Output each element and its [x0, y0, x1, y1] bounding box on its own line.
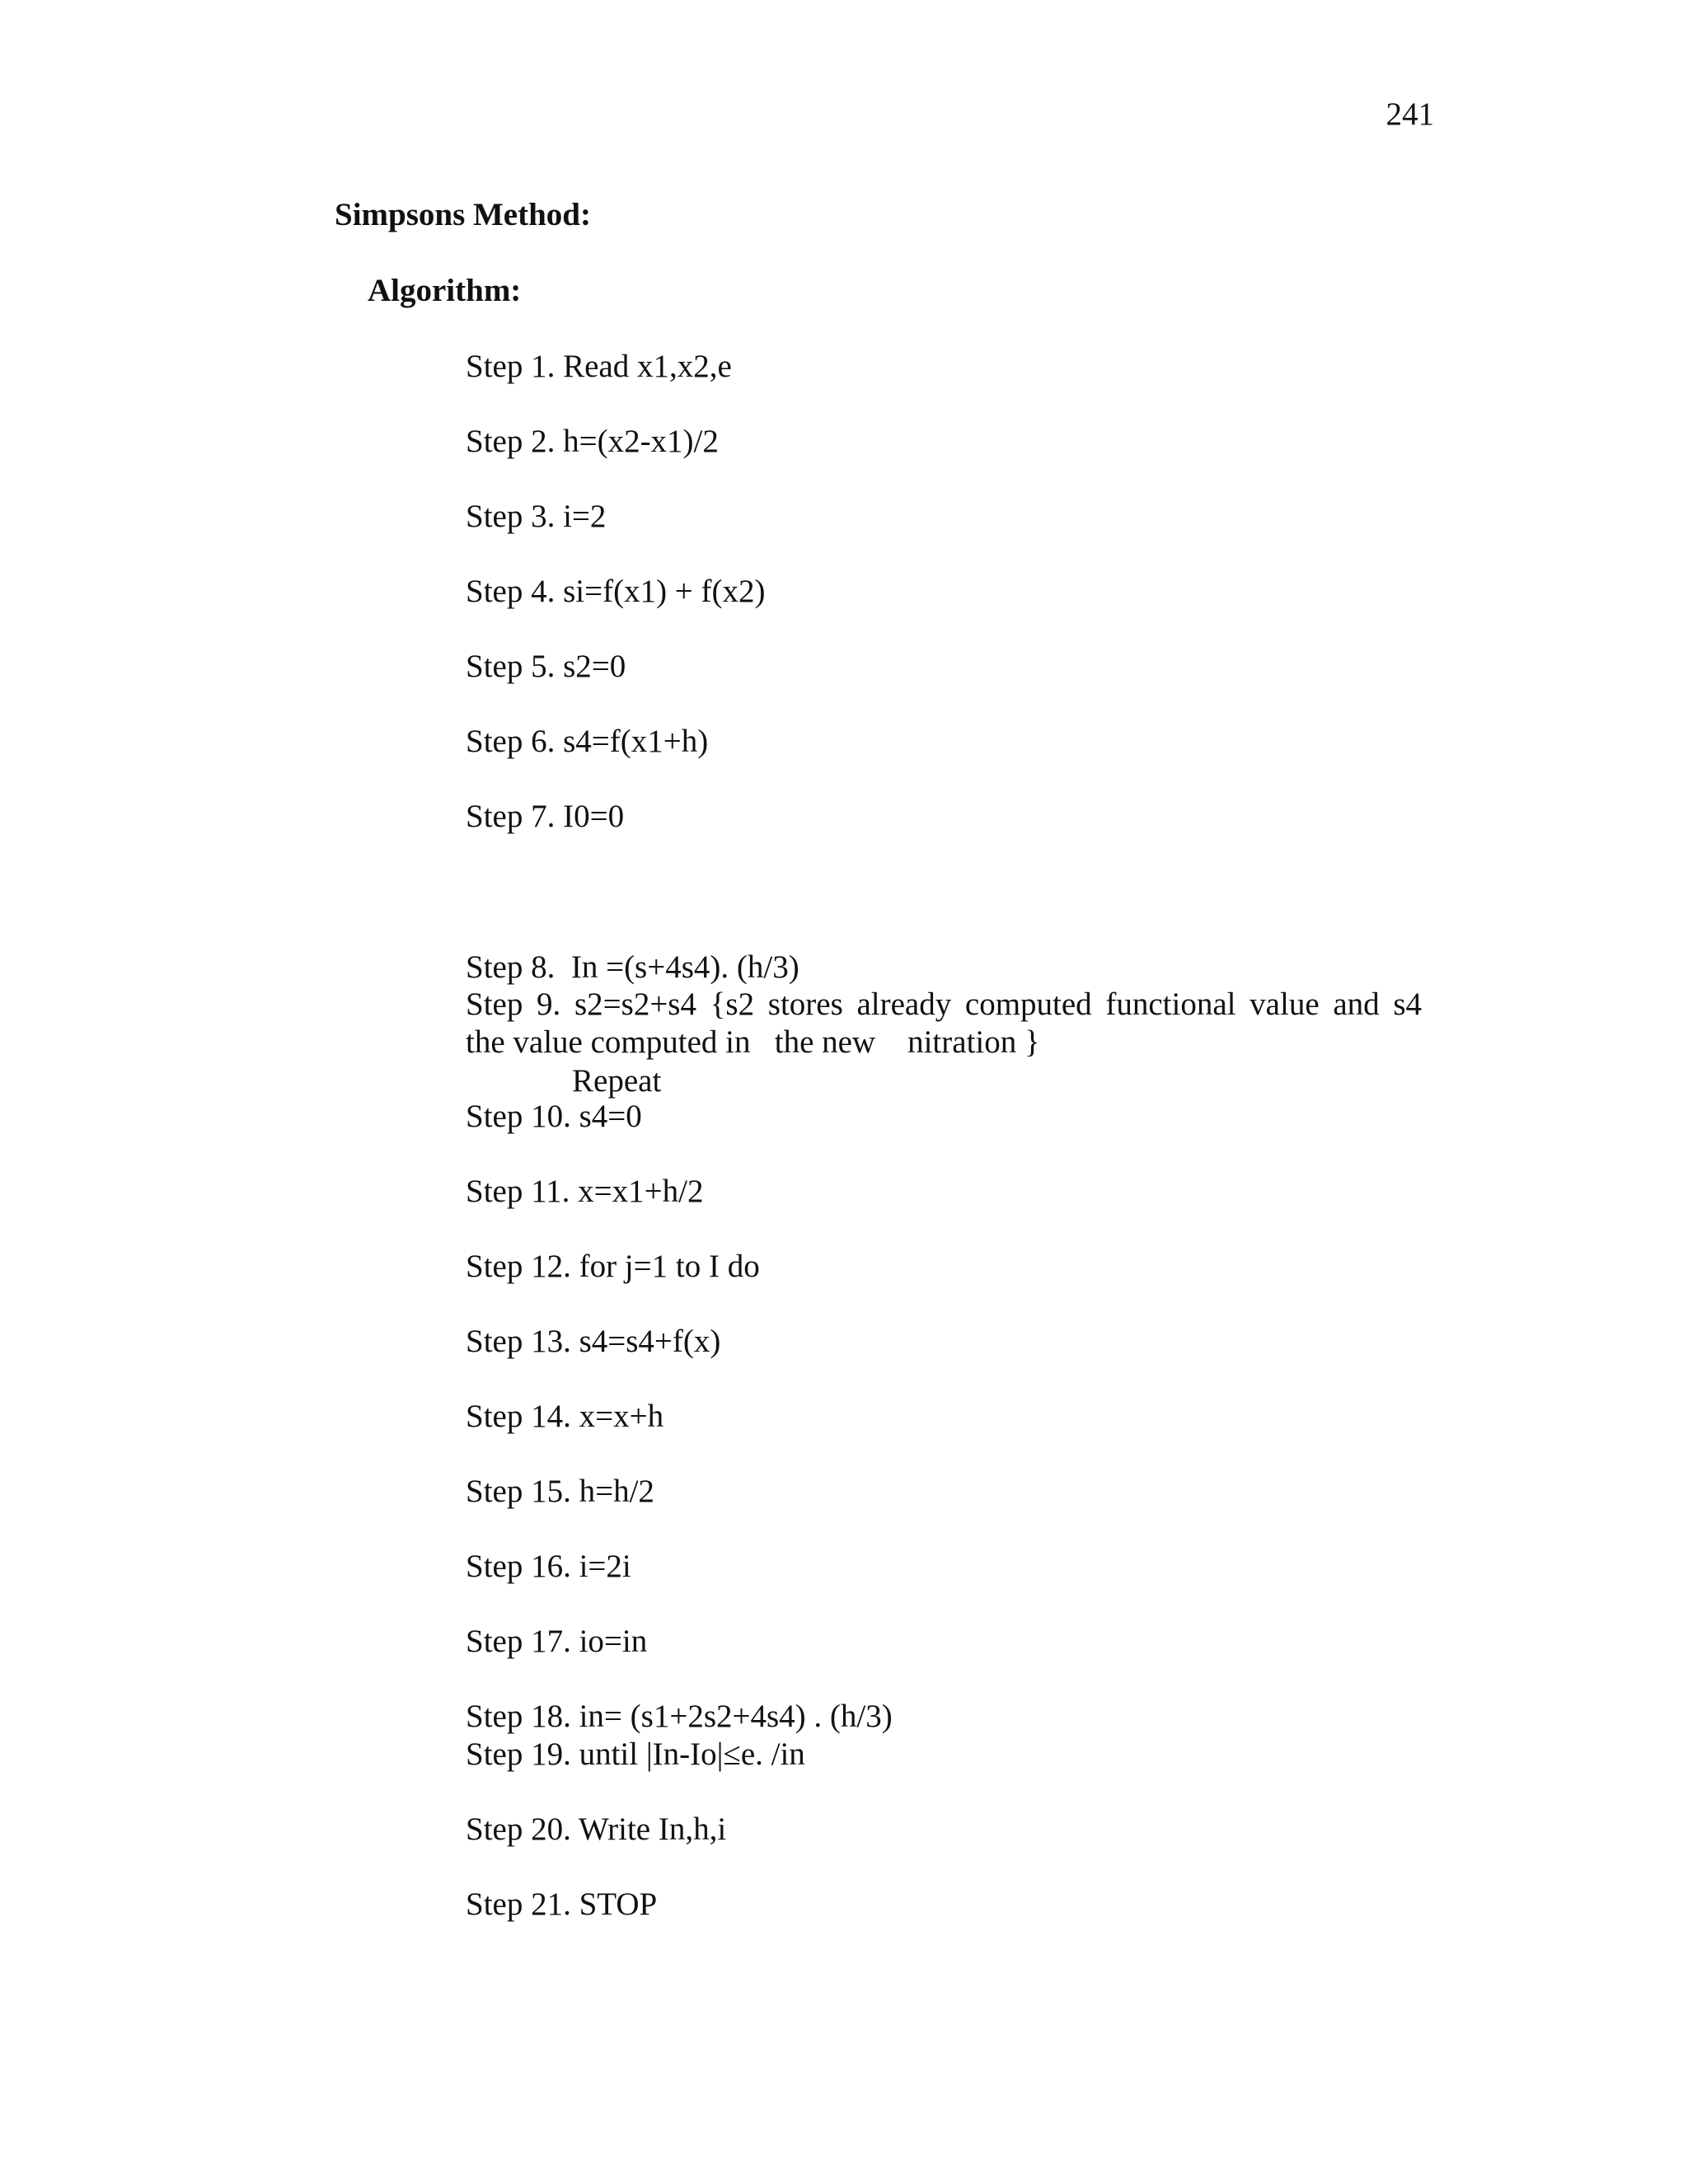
step-9-line-1: Step 9. s2=s2+s4 {s2 stores already computed functional value and s4	[466, 987, 1422, 1022]
step-1: Step 1. Read x1,x2,e	[466, 349, 732, 384]
section-title: Simpsons Method:	[335, 197, 591, 232]
step-2: Step 2. h=(x2-x1)/2	[466, 424, 719, 459]
page-number: 241	[1386, 96, 1434, 132]
step-16: Step 16. i=2i	[466, 1549, 631, 1584]
step-12: Step 12. for j=1 to I do	[466, 1249, 760, 1284]
step-11: Step 11. x=x1+h/2	[466, 1174, 704, 1209]
step-7: Step 7. I0=0	[466, 799, 625, 834]
step-4: Step 4. si=f(x1) + f(x2)	[466, 574, 766, 609]
step-17: Step 17. io=in	[466, 1624, 648, 1659]
step-9	[466, 986, 1422, 1062]
step-5: Step 5. s2=0	[466, 649, 626, 684]
step-19: Step 19. until |In-Io|≤e. /in	[466, 1736, 805, 1772]
step-18: Step 18. in= (s1+2s2+4s4) . (h/3)	[466, 1699, 893, 1734]
step-14: Step 14. x=x+h	[466, 1399, 664, 1434]
step-3: Step 3. i=2	[466, 499, 607, 534]
step-9-line-2: the value computed in the new nitration }	[466, 1024, 1040, 1060]
step-6: Step 6. s4=f(x1+h)	[466, 724, 709, 759]
step-10: Step 10. s4=0	[466, 1099, 642, 1134]
step-20: Step 20. Write In,h,i	[466, 1811, 727, 1847]
step-8-formula: Step 8. In =(s+4s4). (h/3)	[466, 949, 799, 985]
step-21: Step 21. STOP	[466, 1886, 658, 1922]
step-13: Step 13. s4=s4+f(x)	[466, 1324, 721, 1359]
step-8-repeat: Repeat	[572, 1063, 662, 1099]
algorithm-heading: Algorithm:	[368, 273, 522, 308]
step-15: Step 15. h=h/2	[466, 1474, 654, 1509]
